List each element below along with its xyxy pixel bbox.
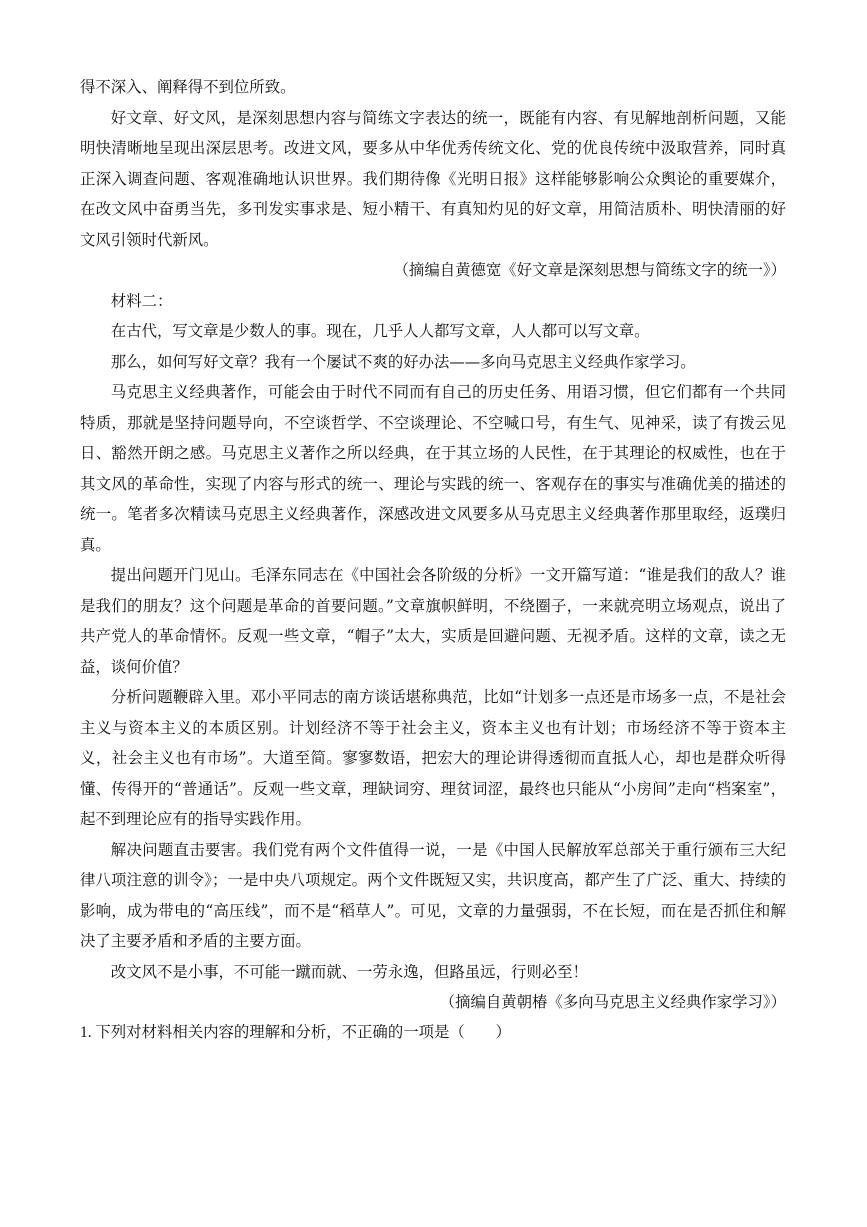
- source-citation-1: （摘编自黄德宽《好文章是深刻思想与简练文字的统一》）: [393, 261, 786, 279]
- source-citation-2: （摘编自黄朝椿《多向马克思主义经典作家学习》）: [439, 993, 786, 1011]
- paragraph-conclusion: 改文风不是小事，不可能一蹴而就、一劳永逸，但路虽远，行则必至！: [110, 962, 588, 981]
- paragraph-analyze-questions: 分析问题鞭辟入里。邓小平同志的南方谈话堪称典范，比如“计划多一点还是市场多一点，不是社会主义与资本主义的本质区别。计划经济不等于社会主义，资本主义也有计划；市场经济不等于资本主义，社会主义也有市场”。大道至简。寥寥数语，把宏大的理论讲得透彻而直抵人心，却也是群众听得懂、传得开的“普通话”。反观一些文章，理缺词穷、理贫词涩，最终也只能从“小房间”走向“档案室”，起不到理论应有的指导实践作用。: [80, 688, 786, 828]
- paragraph-raise-questions: 提出问题开门见山。毛泽东同志在《中国社会各阶级的分析》一文开篇写道：“谁是我们的敌人？谁是我们的朋友？这个问题是革命的首要问题。”文章旗帜鲜明，不绕圈子，一来就亮明立场观点，说出了共产党人的革命情怀。反观一些文章，“帽子”太大，实质是回避问题、无视矛盾。这样的文章，读之无益，谈何价值？: [80, 566, 786, 676]
- material-2-label: 材料二：: [110, 291, 173, 310]
- paragraph-ancient-writing: 在古代，写文章是少数人的事。现在，几乎人人都写文章，人人都可以写文章。: [110, 322, 650, 340]
- paragraph-good-writing: 好文章、好文风，是深刻思想内容与简练文字表达的统一，既能有内容、有见解地剖析问题，又能明快清晰地呈现出深层思考。改进文风，要多从中华优秀传统文化、党的优良传统中汲取营养，同时真正深入调查问题、客观准确地认识世界。我们期待像《光明日报》这样能够影响公众舆论的重要媒介，在改文风中奋勇当先，多刊发实事求是、短小精干、有真知灼见的好文章，用简洁质朴、明快清丽的好文风引领时代新风。: [80, 108, 786, 249]
- paragraph-marxist-classics: 马克思主义经典著作，可能会由于时代不同而有自己的历史任务、用语习惯，但它们都有一个共同特质，那就是坚持问题导向，不空谈哲学、不空谈理论、不空喊口号，有生气、见神采，读了有拨云见日、豁然开朗之感。马克思主义著作之所以经典，在于其立场的人民性，在于其理论的权威性，也在于其文风的革命性，实现了内容与形式的统一、理论与实践的统一、客观存在的事实与准确优美的描述的统一。笔者多次精读马克思主义经典著作，深感改进文风要多从马克思主义经典著作那里取经，返璞归真。: [80, 383, 786, 554]
- paragraph-continued: 得不深入、阐释得不到位所致。: [80, 78, 296, 96]
- question-1: 1. 下列对材料相关内容的理解和分析，不正确的一项是（ ）: [80, 1023, 511, 1041]
- paragraph-solve-questions: 解决问题直击要害。我们党有两个文件值得一说，一是《中国人民解放军总部关于重行颁布三大纪律八项注意的训令》；一是中央八项规定。两个文件既短又实，共识度高，都产生了广泛、重大、持续的影响，成为带电的“高压线”，而不是“稻草人”。可见，文章的力量强弱，不在长短，而在是否抓住和解决了主要矛盾和矛盾的主要方面。: [80, 840, 786, 950]
- paragraph-how-to-write: 那么，如何写好文章？我有一个屡试不爽的好办法——多向马克思主义经典作家学习。: [110, 352, 696, 371]
- document-body: [80, 72, 786, 1048]
